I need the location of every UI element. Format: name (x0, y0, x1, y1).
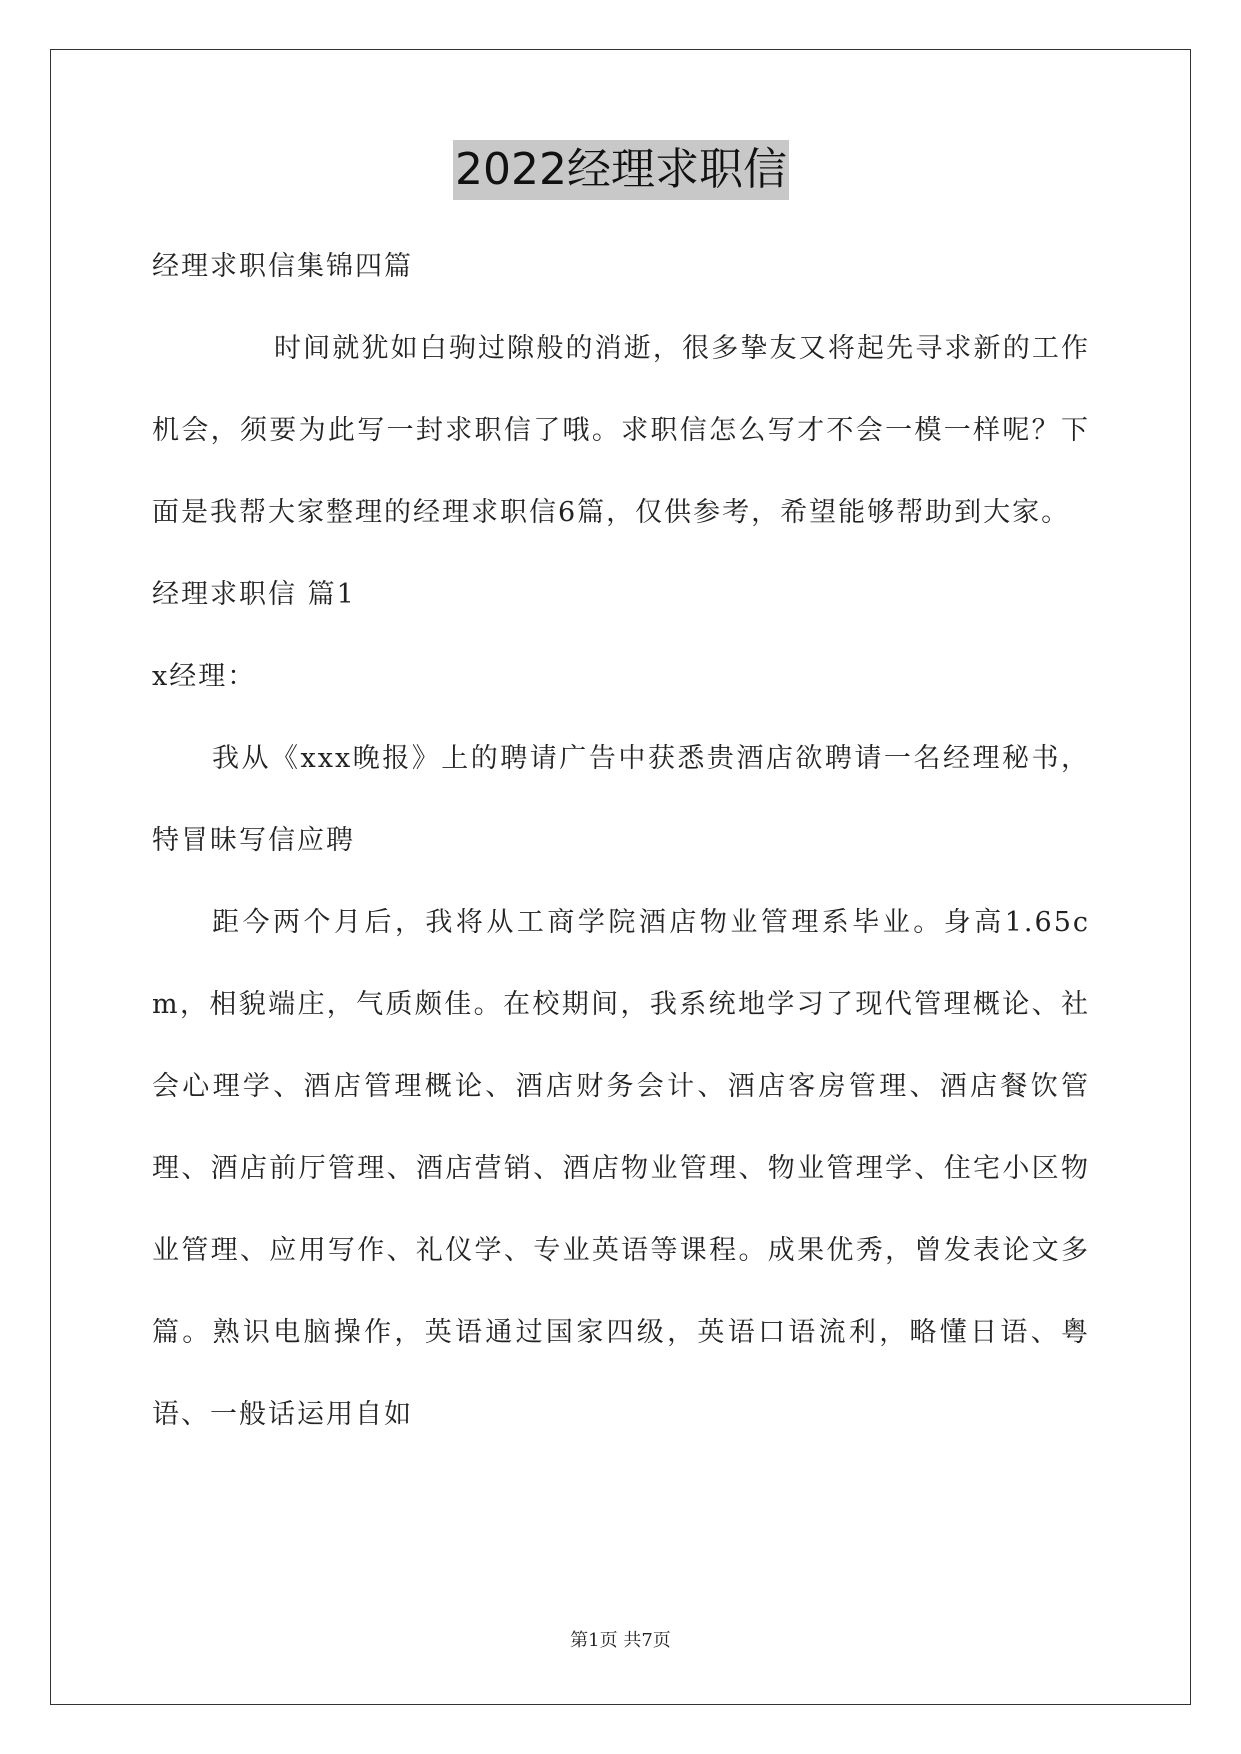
title-container (152, 140, 1090, 200)
body-paragraph-1: 我从《xxx晚报》上的聘请广告中获悉贵酒店欲聘请一名经理秘书，特冒昧写信应聘 (152, 743, 1090, 856)
salutation: x经理： (152, 661, 257, 692)
body-paragraph-2: 距今两个月后，我将从工商学院酒店物业管理系毕业。身高1.65cm，相貌端庄，气质颇佳。在校期间，我系统地学习了现代管理概论、社会心理学、酒店管理概论、酒店财务会计、酒店客房管理、酒店餐饮管理、酒店前厅管理、酒店营销、酒店物业管理、物业管理学、住宅小区物业管理、应用写作、礼仪学、专业英语等课程。成果优秀，曾发表论文多篇。熟识电脑操作，英语通过国家四级，英语口语流利，略懂日语、粤语、一般话运用自如 (152, 907, 1090, 1430)
section-heading: 经理求职信 篇1 (152, 579, 356, 610)
document-body (152, 140, 1090, 1456)
page-number-footer: 第1页 共7页 (570, 1630, 671, 1651)
document-title: 2022经理求职信 (453, 140, 789, 200)
intro-paragraph: 时间就犹如白驹过隙般的消逝，很多挚友又将起先寻求新的工作机会，须要为此写一封求职信了哦。求职信怎么写才不会一模一样呢？下面是我帮大家整理的经理求职信6篇，仅供参考，希望能够帮助到大家。 (152, 333, 1090, 528)
subtitle-paragraph: 经理求职信集锦四篇 (152, 251, 413, 282)
